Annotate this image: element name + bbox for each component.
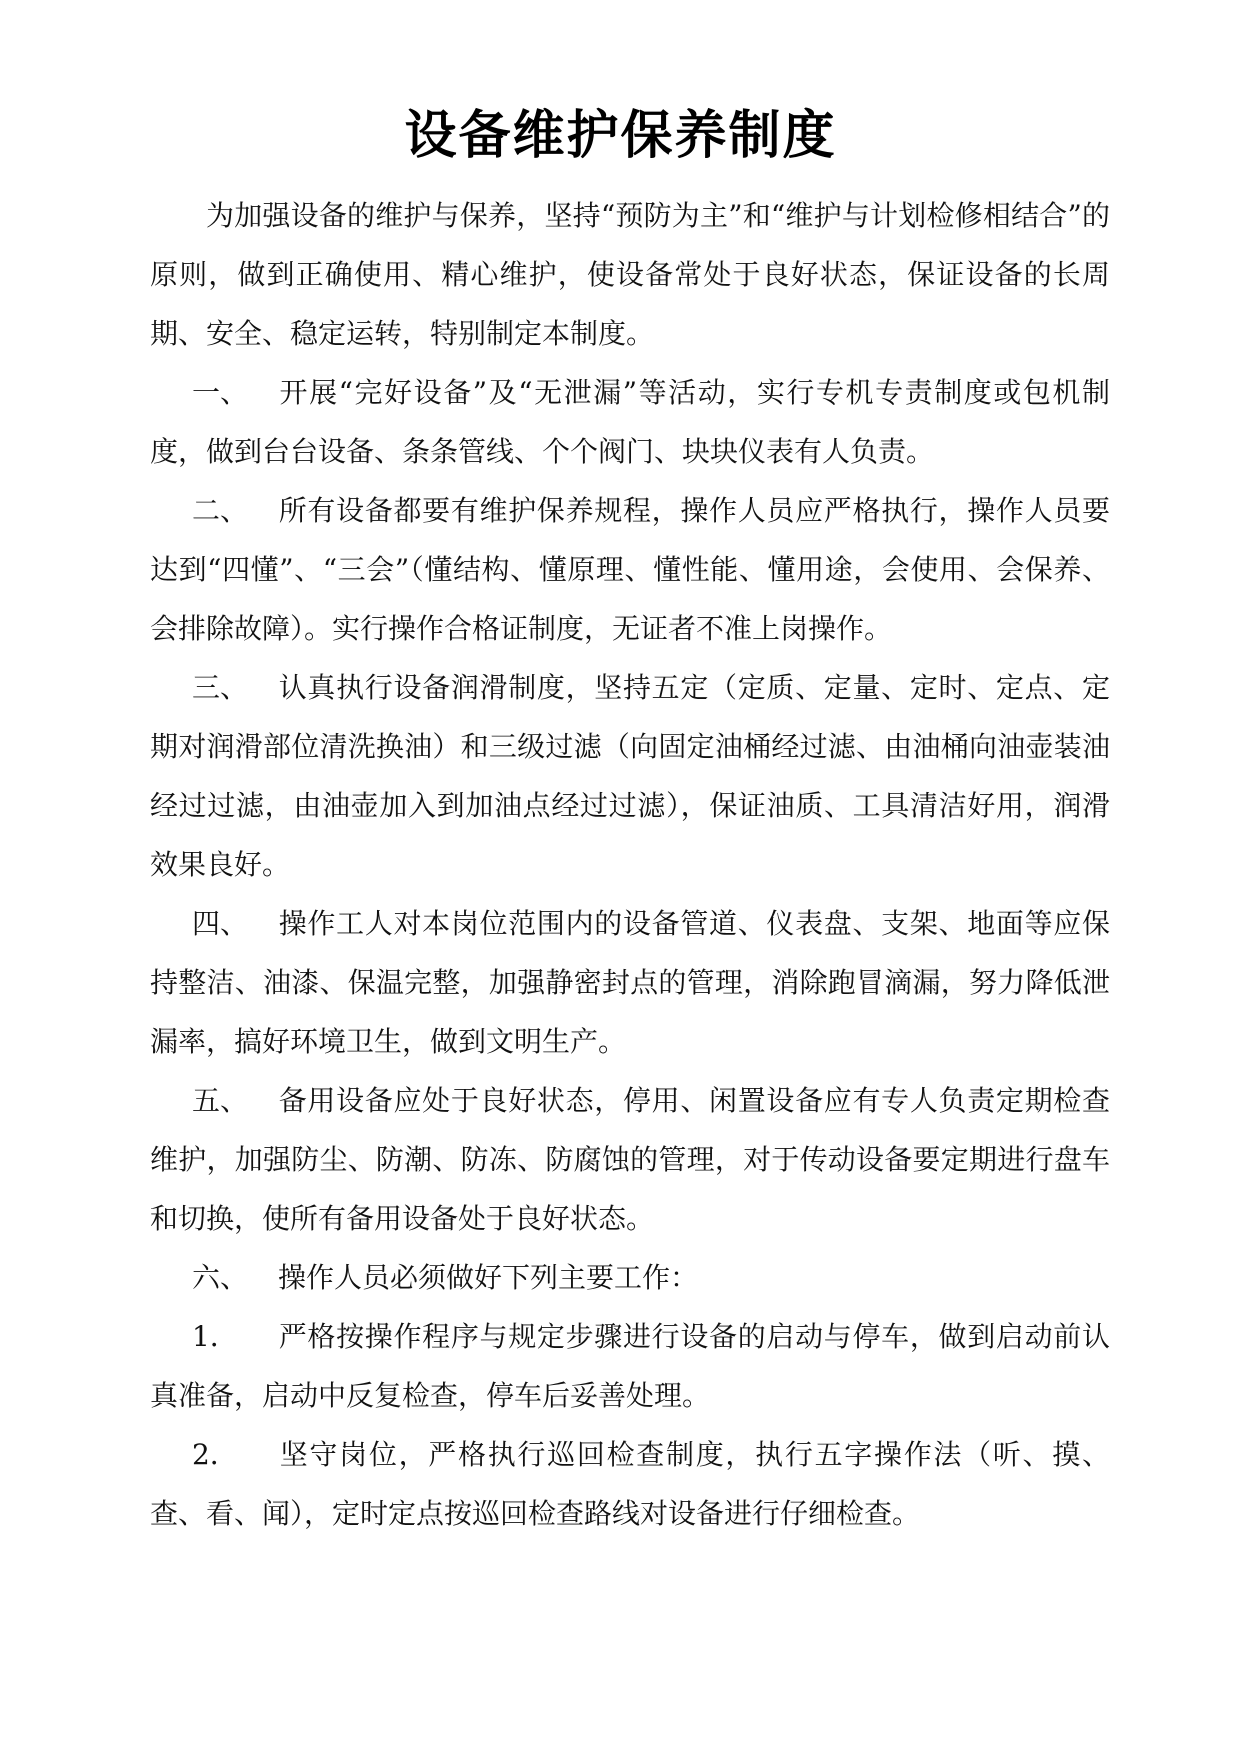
clause-text: 操作人员必须做好下列主要工作：	[278, 1261, 699, 1294]
clause-number: 五、	[192, 1084, 249, 1117]
intro-paragraph: 为加强设备的维护与保养，坚持“预防为主”和“维护与计划检修相结合”的原则，做到正确使用、精心维护，使设备常处于良好状态，保证设备的长周期、安全、稳定运转，特别制定本制度。	[150, 199, 1110, 350]
clause-6	[150, 1248, 1110, 1307]
clause-number: 三、	[192, 671, 249, 704]
clause-text: 所有设备都要有维护保养规程，操作人员应严格执行，操作人员要达到“四懂”、“三会”（懂结构、懂原理、懂性能、懂用途，会使用、会保养、会排除故障）。实行操作合格证制度，无证者不准上岗操作。	[150, 494, 1110, 645]
subclause-number: 1．	[192, 1320, 238, 1353]
document-title: 设备维护保养制度	[404, 106, 837, 166]
subclause-number: 2．	[192, 1438, 238, 1471]
clause-2	[150, 481, 1110, 658]
clause-text: 操作工人对本岗位范围内的设备管道、仪表盘、支架、地面等应保持整洁、油漆、保温完整，加强静密封点的管理，消除跑冒滴漏，努力降低泄漏率，搞好环境卫生，做到文明生产。	[150, 907, 1110, 1058]
subclause-text: 严格按操作程序与规定步骤进行设备的启动与停车，做到启动前认真准备，启动中反复检查，停车后妥善处理。	[150, 1320, 1110, 1412]
document-body	[150, 186, 1110, 1543]
clause-1	[150, 363, 1110, 481]
clause-4	[150, 894, 1110, 1071]
clause-text: 开展“完好设备”及“无泄漏”等活动，实行专机专责制度或包机制度，做到台台设备、条条管线、个个阀门、块块仪表有人负责。	[150, 376, 1110, 468]
clause-text: 备用设备应处于良好状态，停用、闲置设备应有专人负责定期检查维护，加强防尘、防潮、防冻、防腐蚀的管理，对于传动设备要定期进行盘车和切换，使所有备用设备处于良好状态。	[150, 1084, 1110, 1235]
clause-3	[150, 658, 1110, 894]
subclause-1	[150, 1307, 1110, 1425]
clause-number: 一、	[192, 376, 249, 409]
clause-number: 四、	[192, 907, 249, 940]
subclause-text: 坚守岗位，严格执行巡回检查制度，执行五字操作法（听、摸、查、看、闻），定时定点按巡回检查路线对设备进行仔细检查。	[150, 1438, 1110, 1530]
clause-5	[150, 1071, 1110, 1248]
subclause-2	[150, 1425, 1110, 1543]
clause-number: 六、	[192, 1261, 249, 1294]
clause-number: 二、	[192, 494, 249, 527]
clause-text: 认真执行设备润滑制度，坚持五定（定质、定量、定时、定点、定期对润滑部位清洗换油）和三级过滤（向固定油桶经过滤、由油桶向油壶装油经过过滤，由油壶加入到加油点经过过滤），保证油质、工具清洁好用，润滑效果良好。	[150, 671, 1110, 881]
